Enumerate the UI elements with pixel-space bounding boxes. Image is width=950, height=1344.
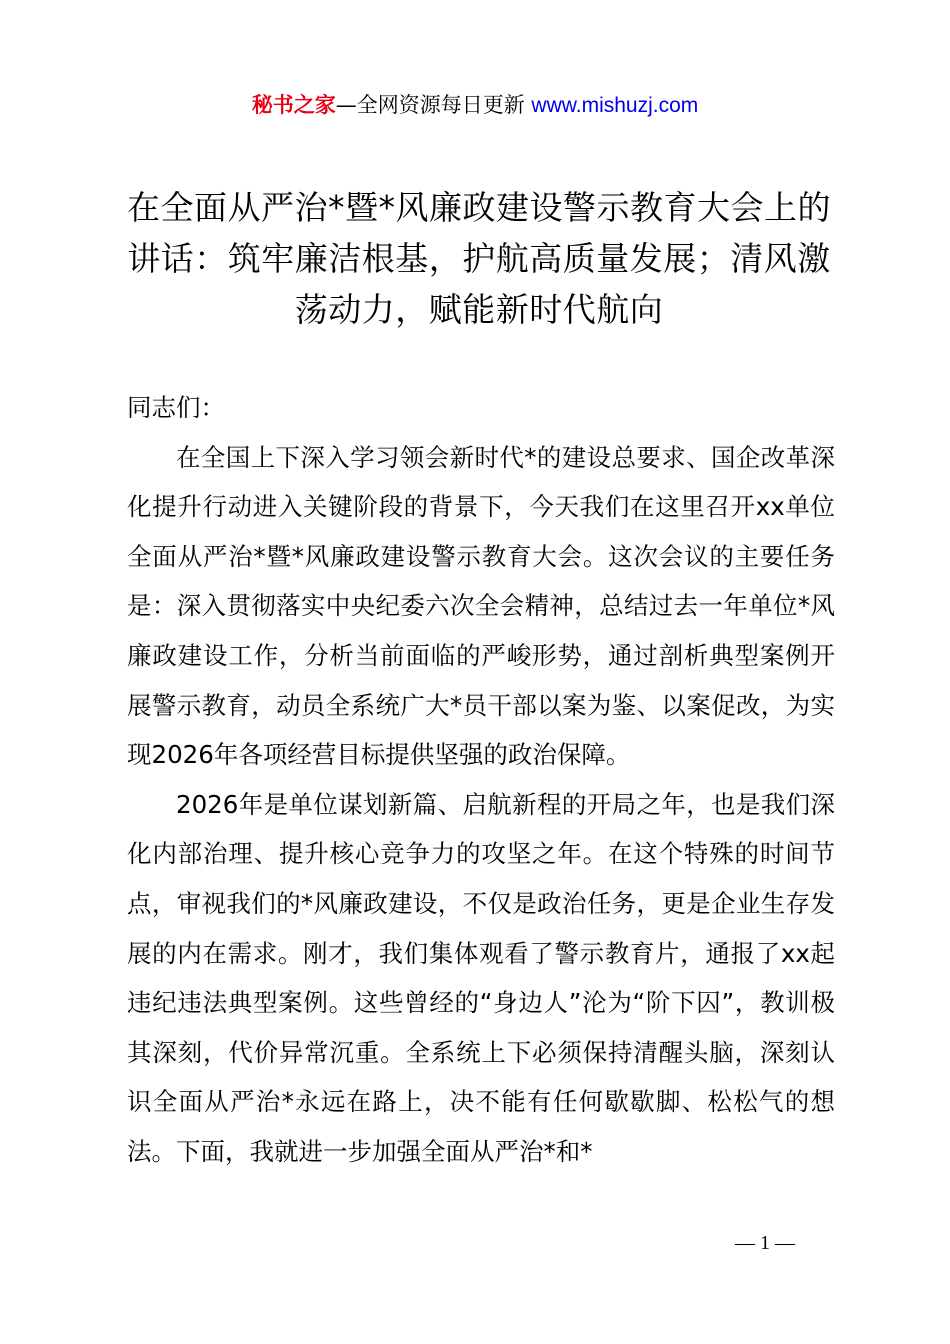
document-title: 在全面从严治*暨*风廉政建设警示教育大会上的讲话：筑牢廉洁根基，护航高质量发展；清风激荡动力，赋能新时代航向	[127, 188, 831, 329]
body-paragraph-2: 2026年是单位谋划新篇、启航新程的开局之年，也是我们深化内部治理、提升核心竞争力的攻坚之年。在这个特殊的时间节点，审视我们的*风廉政建设，不仅是政治任务，更是企业生存发展的内在需求。刚才，我们集体观看了警示教育片，通报了xx起违纪违法典型案例。这些曾经的“身边人”沦为“阶下囚”，教训极其深刻，代价异常沉重。全系统上下必须保持清醒头脑，深刻认识全面从严治*永远在路上，决不能有任何歇歇脚、松松气的想法。下面，我就进一步加强全面从严治*和*	[127, 789, 835, 1166]
document-body	[127, 383, 835, 1177]
body-paragraph-1: 在全国上下深入学习领会新时代*的建设总要求、国企改革深化提升行动进入关键阶段的背景下，今天我们在这里召开xx单位全面从严治*暨*风廉政建设警示教育大会。这次会议的主要任务是：深入贯彻落实中央纪委六次全会精神，总结过去一年单位*风廉政建设工作，分析当前面临的严峻形势，通过剖析典型案例开展警示教育，动员全系统广大*员干部以案为鉴、以案促改，为实现2026年各项经营目标提供坚强的政治保障。	[127, 442, 835, 770]
site-url-link[interactable]: www.mishuzj.com	[531, 94, 699, 117]
salutation: 同志们：	[127, 393, 225, 422]
page-number: — 1 —	[735, 1232, 795, 1254]
brand-name: 秘书之家	[251, 93, 336, 117]
header-tagline: —全网资源每日更新	[335, 93, 525, 117]
site-header	[0, 88, 950, 123]
